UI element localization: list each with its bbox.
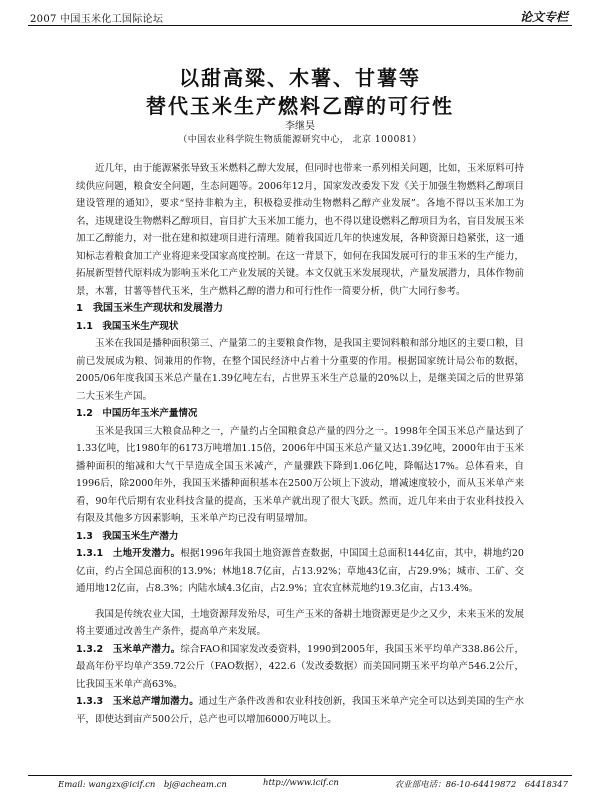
section-1-1-paragraph: 玉米在我国是播种面积第三、产量第二的主要粮食作物，是我国主要饲料粮和部分地区的主要口粮，目前已发展成为粮、饲兼用的作物，在整个国民经济中占着十分重要的作用。根据国家统计局公布的数据，2005/06年度我国玉米总产量在1.39亿吨左右，占世界玉米生产总量的20%以上，是继美国之后的世界第二大玉米生产国。 (76, 338, 524, 402)
title-line-1: 以甜高粱、木薯、甘薯等 (179, 66, 421, 90)
footer-rule (28, 775, 572, 776)
affiliation: （中国农业科学院生物质能源研究中心， 北京 100081） (178, 135, 422, 145)
section-1-3-heading: 1.3 我国玉米生产潜力 (76, 530, 179, 542)
header-rule (28, 25, 572, 26)
section-1-3-1b-paragraph: 我国是传统农业大国，土地资源拜发殆尽，可生产玉米的备耕土地资源更是少之又少，未来玉米的发展将主要通过改善生产条件，提高单产来发展。 (76, 608, 524, 637)
section-1-2-paragraph: 玉米是我国三大粮食品种之一，产量约占全国粮食总产量的四分之一。1998年全国玉米总产量达到了1.33亿吨，比1980年的6173万吨增加1.15倍，2006年中国玉米总产量又达1.39亿吨，2000年由于玉米播种面积的缩减和大气干旱造成全国玉米减产，产量骤跌下降到1.06亿吨，降幅达17%。总体看来，自1996后，除2000年外，我国玉米播种面积基本在2500万公顷上下波动，增减速度较小，而从玉米单产来看，90年代后期有农业科技含量的提高，玉米单产就出现了很大飞跃。然而，近几年来由于农业科技投入有限及其他多方因素影响，玉米单产均已没有明显增加。 (76, 425, 524, 524)
intro-paragraph: 近几年，由于能源紧张导致玉米燃料乙醇大发展，但同时也带来一系列相关问题，比如，玉米原料可持续供应问题，粮食安全问题，生态问题等。2006年12月，国家发改委发下发《关于加强生物燃料乙醇项目建设管理的通知》，要求“坚持非粮为主，积极稳妥推动生物燃料乙醇产业发展”。各地不得以玉米加工为名，违规建设生物燃料乙醇项目，盲目扩大玉米加工能力，也不得以建设燃料乙醇项目为名，盲目发展玉米加工乙醇能力，对一批在建和拟建项目进行清理。随着我国近几年的快速发展，各种资源日趋紧张，这一通知标志着粮食加工产业将迎来受国家高度控制。在这一背景下，如何在我国发展可行的非玉米的生产能力，拓展新型替代原料成为影响玉米化工产业发展的关键。本文仅就玉米发展现状，产量发展潜力，具体作物前景，木薯，甘薯等替代玉米，生产燃料乙醇的潜力和可行性作一简要分析，供广大同行参考。 (76, 163, 524, 297)
section-1-3-2-body: 综合FAO和国家发改委资料，1990到2005年，我国玉米平均单产338.86公斤，最高年份平均单产359.72公斤（FAO数据），422.6（发改委数据）而美国同期玉米平均单产546.2公斤，比我国玉米单产高63%。 (76, 643, 524, 690)
section-1-heading: 1 我国玉米生产现状和发展潜力 (76, 303, 223, 314)
section-1-1-heading: 1.1 我国玉米生产现状 (76, 320, 179, 332)
footer-web: http://www.icif.cn (263, 778, 339, 788)
section-1-3-1-paragraph (76, 545, 524, 598)
section-1-3-3-body: 通过生产条件改善和农业科技创新，我国玉米单产完全可以达到美国的生产水平，即使达到亩产500公斤，总产也可以增加6000万吨以上。 (76, 696, 524, 725)
section-label: 论文专栏 (519, 10, 568, 24)
section-1-3-2-paragraph (76, 641, 524, 694)
section-1-3-1-lead: 1.3.1 土地开发潜力。 (76, 548, 181, 559)
section-1-3-2-lead: 1.3.2 玉米单产潜力。 (76, 643, 181, 655)
section-1-3-3-lead: 1.3.3 玉米总产增加潜力。 (76, 696, 199, 707)
section-1-2-heading: 1.2 中国历年玉米产量情况 (76, 408, 198, 419)
section-1-3-3-paragraph (76, 693, 524, 728)
journal-header: 2007 中国玉米化工国际论坛 (30, 14, 164, 25)
footer-email: Email: wangzx@icif.cn bj@acheam.cn (58, 780, 227, 790)
title-line-2: 替代玉米生产燃料乙醇的可行性 (146, 94, 454, 118)
article-body (76, 160, 524, 728)
footer-phone: 农业部电话：86-10-64419872 64418347 (394, 780, 568, 790)
section-1-3-1-body: 根据1996年我国土地资源普查数据，中国国土总面积144亿亩，其中，耕地约20亿亩，约占全国总面积的13.9%；林地18.7亿亩，占13.92%；草地43亿亩，占29.9%；城市、工矿、交通用地12亿亩，占8.3%；内陆水域4.3亿亩，占2.9%；宜农宜林荒地约19.3亿亩，占13.4%。 (76, 548, 524, 594)
author: 李继昊 (285, 121, 315, 132)
